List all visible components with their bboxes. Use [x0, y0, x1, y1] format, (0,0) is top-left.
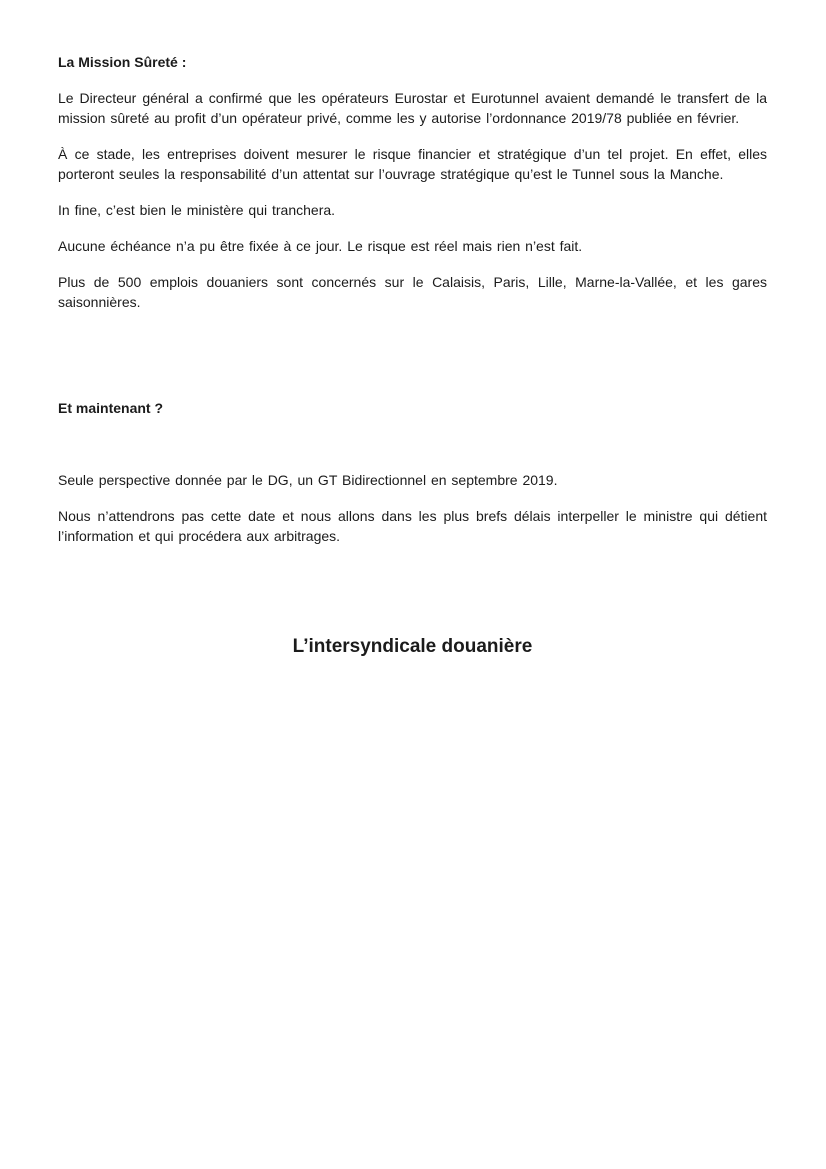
paragraph: Nous n’attendrons pas cette date et nous allons dans les plus brefs délais interpeller le ministre qui détient l’information et qui procédera aux arbitrages.: [58, 508, 767, 544]
paragraph: Plus de 500 emplois douaniers sont concernés sur le Calaisis, Paris, Lille, Marne-la-Vallée, et les gares saisonnières.: [58, 274, 767, 310]
section-heading-et-maintenant: Et maintenant ?: [58, 400, 164, 416]
paragraph: À ce stade, les entreprises doivent mesurer le risque financier et stratégique d’un tel projet. En effet, elles porteront seules la responsabilité d’un attentat sur l’ouvrage stratégique qu’est le Tunnel sous la Manche.: [58, 146, 767, 182]
paragraph: Seule perspective donnée par le DG, un GT Bidirectionnel en septembre 2019.: [58, 472, 558, 488]
paragraph: Aucune échéance n’a pu être fixée à ce jour. Le risque est réel mais rien n’est fait.: [58, 238, 583, 254]
section-heading-mission-surete: La Mission Sûreté :: [58, 54, 187, 70]
signature-title: L’intersyndicale douanière: [292, 636, 533, 657]
paragraph: In fine, c’est bien le ministère qui tranchera.: [58, 202, 336, 218]
paragraph: Le Directeur général a confirmé que les opérateurs Eurostar et Eurotunnel avaient demandé le transfert de la mission sûreté au profit d’un opérateur privé, comme les y autorise l’ordonnance 2019/78 publiée en février.: [58, 90, 767, 126]
